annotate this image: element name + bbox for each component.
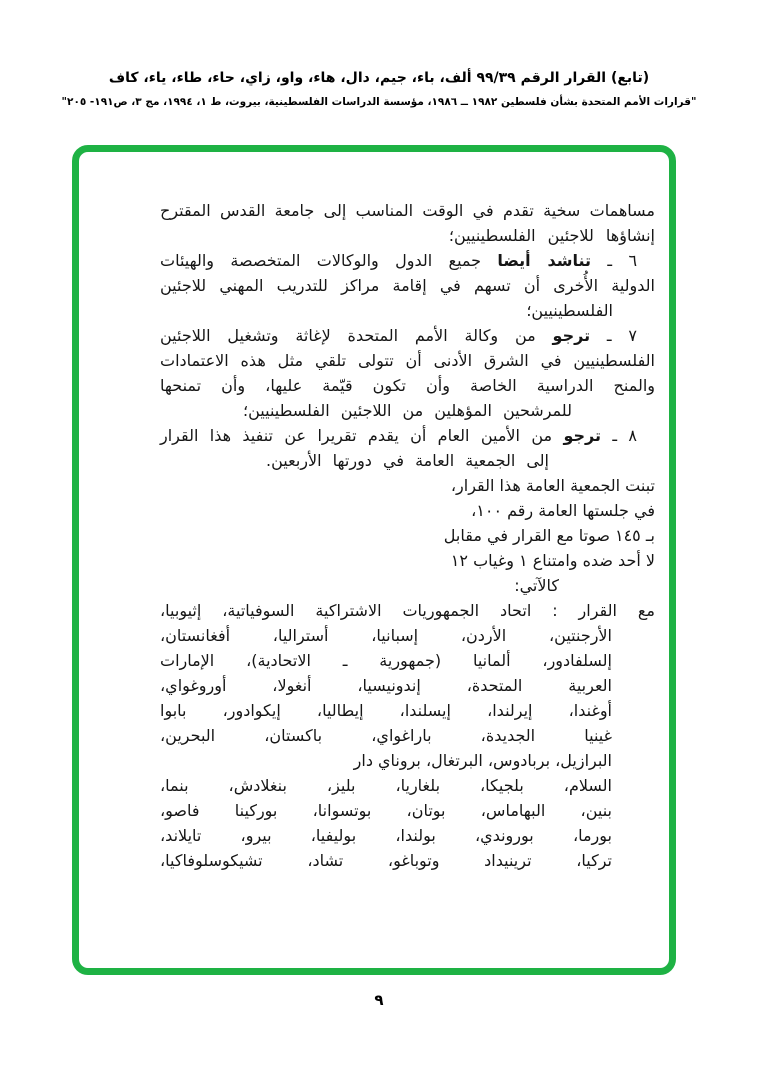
text-line [160, 598, 655, 623]
text-line [160, 198, 655, 223]
text-line [160, 748, 655, 773]
text: في جلستها العامة رقم ١٠٠، [471, 501, 655, 520]
text-line [160, 448, 655, 473]
text-line [160, 798, 655, 823]
text-line [160, 698, 655, 723]
text-line [160, 273, 655, 298]
text: السلام، بلجيكا، بلغاريا، بليز، بنغلادش، بنما، [160, 776, 612, 795]
text: كالآتي: [514, 576, 559, 595]
text-line [160, 348, 655, 373]
text-line [160, 548, 655, 573]
bold-text: ترجو [563, 426, 602, 445]
text-line [160, 498, 655, 523]
text-line [160, 223, 655, 248]
text-line [160, 323, 655, 348]
text: غينيا الجديدة، باراغواي، باكستان، البحرين، [160, 726, 612, 745]
header-title: (تابع) القرار الرقم ٩٩/٣٩ ألف، باء، جيم، دال، هاء، واو، زاي، حاء، طاء، ياء، كاف [108, 70, 650, 86]
text: تركيا، ترينيداد وتوباغو، تشاد، تشيكوسلوفاكيا، [160, 851, 612, 870]
header-citation: "قرارات الأمم المتحدة بشأن فلسطين ١٩٨٢ ــ ١٩٨٦، مؤسسة الدراسات الفلسطينية، بيروت، ط ١، ١٩٩٤، مج ٣، ص١٩١- ٢٠٥" [61, 96, 697, 108]
text-line [160, 573, 655, 598]
text: مساهمات سخية تقدم في الوقت المناسب إلى جامعة القدس المقترح [160, 201, 655, 220]
text: الأرجنتين، الأردن، إسبانيا، أستراليا، أفغانستان، [160, 626, 612, 645]
text: إلسلفادور، ألمانيا (جمهورية ـ الاتحادية)، الإمارات [160, 651, 612, 670]
text: بنين، البهاماس، بوتان، بوتسوانا، بوركينا فاصو، [160, 801, 612, 820]
text: الدولية الأُخرى أن تسهم في إقامة مراكز للتدريب المهني للاجئين [160, 276, 655, 295]
text-line [160, 248, 655, 273]
text-line [160, 373, 655, 398]
text: بورما، بوروندي، بولندا، بوليفيا، بيرو، تايلاند، [160, 826, 612, 845]
text: من الأمين العام أن يقدم تقريرا عن تنفيذ هذا القرار [160, 426, 564, 445]
text-line [160, 723, 655, 748]
text-line [160, 673, 655, 698]
text: أوغندا، إيرلندا، إيسلندا، إيطاليا، إيكوادور، بابوا [160, 701, 612, 720]
text-line [160, 398, 655, 423]
text: العربية المتحدة، إندونيسيا، أنغولا، أوروغواي، [160, 676, 612, 695]
text: من وكالة الأمم المتحدة لإغاثة وتشغيل اللاجئين [160, 326, 553, 345]
text: ٧ ـ [590, 326, 637, 345]
text-line [160, 823, 655, 848]
text: تبنت الجمعية العامة هذا القرار، [450, 476, 655, 495]
text: للمرشحين المؤهلين من اللاجئين الفلسطينيين؛ [243, 401, 572, 420]
text-line [160, 423, 655, 448]
text: الفلسطينيين؛ [526, 301, 613, 320]
text: بـ ١٤٥ صوتا مع القرار في مقابل [443, 526, 655, 545]
text-line [160, 298, 655, 323]
text: جميع الدول والوكالات المتخصصة والهيئات [160, 251, 498, 270]
text-line [160, 648, 655, 673]
text-line [160, 848, 655, 873]
text: ٦ ـ [591, 251, 638, 270]
text-line [160, 623, 655, 648]
text: ٨ ـ [601, 426, 638, 445]
bold-text: تناشد أيضا [497, 251, 592, 270]
text-line [160, 773, 655, 798]
text-line [160, 523, 655, 548]
text: إنشاؤها للاجئين الفلسطينيين؛ [448, 226, 655, 245]
text: البرازيل، بربادوس، البرتغال، بروناي دار [353, 751, 612, 770]
page-header [0, 70, 758, 108]
text: والمنح الدراسية الخاصة وأن تكون قيّمة عليها، وأن تمنحها [160, 376, 655, 395]
document-frame [72, 145, 676, 975]
text: الفلسطينيين في الشرق الأدنى أن تتولى تلقي مثل هذه الاعتمادات [160, 351, 655, 370]
text-line [160, 473, 655, 498]
text: مع القرار : اتحاد الجمهوريات الاشتراكية السوفياتية، إثيوبيا، [160, 601, 655, 620]
document-content [160, 198, 655, 873]
page-number: ٩ [374, 991, 384, 1009]
text: لا أحد ضده وامتناع ١ وغياب ١٢ [450, 551, 655, 570]
text: إلى الجمعية العامة في دورتها الأربعين. [266, 451, 549, 470]
bold-text: ترجو [552, 326, 591, 345]
